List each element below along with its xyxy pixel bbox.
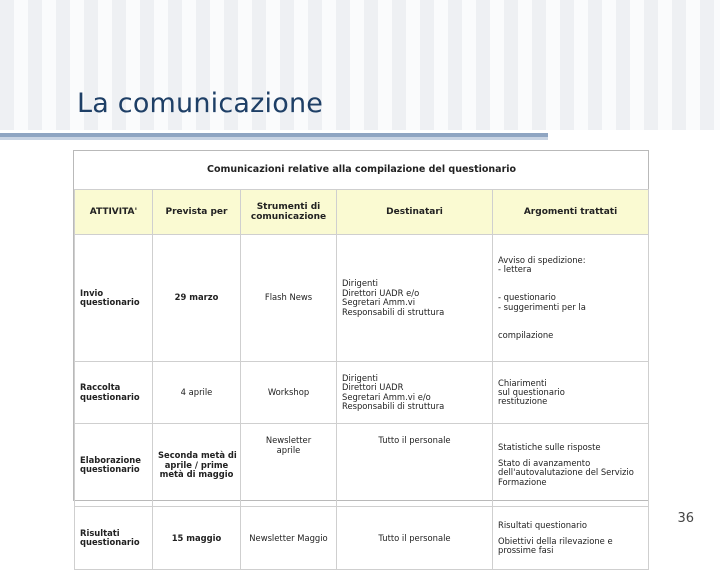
table-row: [75, 362, 649, 424]
header-scheduled: Prevista per: [153, 190, 241, 235]
tool-cell: Newsletter aprile: [241, 424, 337, 507]
communications-table: [73, 150, 649, 555]
activity-cell: Risultati questionario: [75, 507, 153, 570]
tool-cell: Workshop: [241, 362, 337, 424]
date-cell: 29 marzo: [153, 235, 241, 362]
activity-cell: Raccolta questionario: [75, 362, 153, 424]
tool-cell: Newsletter Maggio: [241, 507, 337, 570]
table-caption: Comunicazioni relative alla compilazione del questionario: [75, 151, 649, 190]
recipients-cell: Dirigenti Direttori UADR e/o Segretari Amm.vi Responsabili di struttura: [337, 235, 493, 362]
topics-cell: Avviso di spedizione: - lettera - questionario - suggerimenti per la compilazione: [493, 235, 649, 362]
slide-title: La comunicazione: [77, 88, 324, 119]
date-cell: Seconda metà di aprile / prime metà di maggio: [153, 424, 241, 507]
date-cell: 4 aprile: [153, 362, 241, 424]
date-cell: 15 maggio: [153, 507, 241, 570]
header-topics: Argomenti trattati: [493, 190, 649, 235]
header-recipients: Destinatari: [337, 190, 493, 235]
table-row: [75, 424, 649, 507]
title-underline-shadow: [0, 137, 548, 140]
activity-cell: Elaborazione questionario: [75, 424, 153, 507]
table-row: [75, 507, 649, 570]
recipients-cell: Tutto il personale: [337, 507, 493, 570]
topics-cell: Risultati questionario Obiettivi della rilevazione e prossime fasi: [493, 507, 649, 570]
topics-cell: Chiarimenti sul questionario restituzione: [493, 362, 649, 424]
page-number: 36: [677, 511, 694, 526]
topics-cell: Statistiche sulle risposte Stato di avanzamento dell'autovalutazione del Servizio Formazione: [493, 424, 649, 507]
header-tools: Strumenti di comunicazione: [241, 190, 337, 235]
header-activity: ATTIVITA': [75, 190, 153, 235]
activity-cell: Invio questionario: [75, 235, 153, 362]
table-row: [75, 235, 649, 362]
recipients-cell: Dirigenti Direttori UADR Segretari Amm.vi e/o Responsabili di struttura: [337, 362, 493, 424]
tool-cell: Flash News: [241, 235, 337, 362]
recipients-cell: Tutto il personale: [337, 424, 493, 507]
